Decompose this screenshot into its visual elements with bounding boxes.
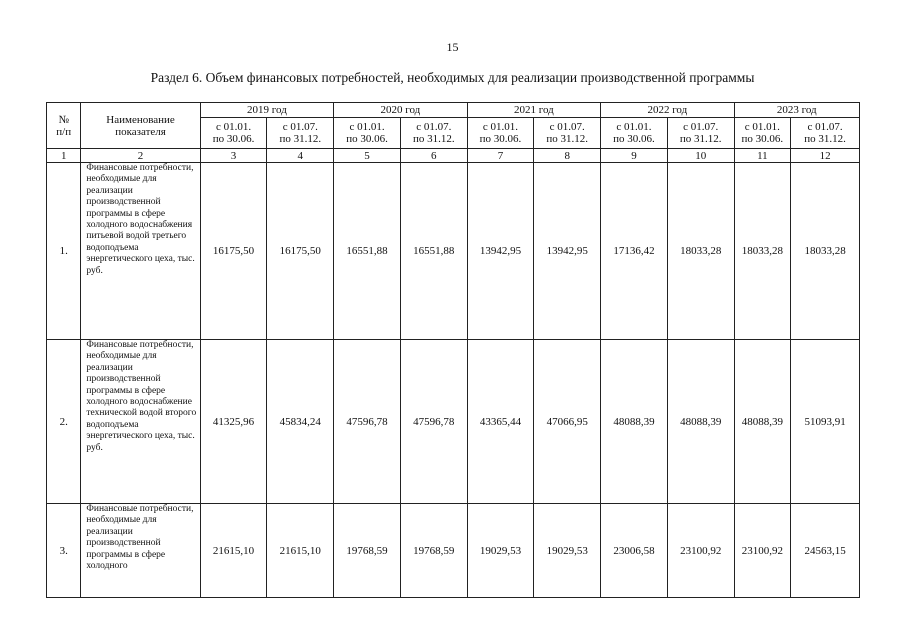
column-number: 4 [267, 149, 334, 163]
value-cell: 48088,39 [734, 340, 791, 504]
value-cell: 47596,78 [400, 340, 467, 504]
value-cell: 51093,91 [791, 340, 860, 504]
value-cell: 19768,59 [400, 504, 467, 598]
value-cell: 19768,59 [334, 504, 401, 598]
column-number: 12 [791, 149, 860, 163]
column-number-row [47, 149, 860, 163]
header-period-second-half: с 01.07. по 31.12. [400, 118, 467, 149]
column-number: 8 [534, 149, 601, 163]
value-cell: 47596,78 [334, 340, 401, 504]
column-number: 5 [334, 149, 401, 163]
value-cell: 18033,28 [791, 163, 860, 340]
row-number: 2. [47, 340, 81, 504]
column-number: 2 [81, 149, 200, 163]
value-cell: 47066,95 [534, 340, 601, 504]
value-cell: 16551,88 [400, 163, 467, 340]
value-cell: 41325,96 [200, 340, 267, 504]
section-title: Раздел 6. Объем финансовых потребностей, необходимых для реализации производственной программы [150, 70, 755, 85]
header-period-first-half: с 01.01. по 30.06. [601, 118, 668, 149]
value-cell: 16175,50 [267, 163, 334, 340]
value-cell: 16175,50 [200, 163, 267, 340]
value-cell: 21615,10 [267, 504, 334, 598]
financial-needs-table [46, 102, 860, 598]
column-number: 7 [467, 149, 534, 163]
header-period-first-half: с 01.01. по 30.06. [734, 118, 791, 149]
value-cell: 24563,15 [791, 504, 860, 598]
column-number: 10 [667, 149, 734, 163]
column-number: 6 [400, 149, 467, 163]
header-period-second-half: с 01.07. по 31.12. [534, 118, 601, 149]
indicator-name: Финансовые потребности, необходимые для реализации производственной программы в сфере холодного водоснабжение технической водой второго водоподъема энергетического цеха, тыс. руб. [81, 340, 200, 504]
header-period-second-half: с 01.07. по 31.12. [267, 118, 334, 149]
header-row-number: № п/п [47, 103, 81, 149]
value-cell: 45834,24 [267, 340, 334, 504]
header-year-2022: 2022 год [601, 103, 734, 118]
header-year-2020: 2020 год [334, 103, 467, 118]
value-cell: 21615,10 [200, 504, 267, 598]
financial-needs-table-container [46, 102, 860, 598]
value-cell: 23006,58 [601, 504, 668, 598]
indicator-name: Финансовые потребности, необходимые для реализации производственной программы в сфере холодного водоснабжения питьевой водой третьего водоподъема энергетического цеха, тыс. руб. [81, 163, 200, 340]
page-number: 15 [446, 40, 459, 54]
column-number: 11 [734, 149, 791, 163]
year-header-row [47, 103, 860, 118]
header-period-first-half: с 01.01. по 30.06. [334, 118, 401, 149]
header-period-first-half: с 01.01. по 30.06. [200, 118, 267, 149]
value-cell: 18033,28 [734, 163, 791, 340]
value-cell: 43365,44 [467, 340, 534, 504]
column-number: 3 [200, 149, 267, 163]
value-cell: 17136,42 [601, 163, 668, 340]
indicator-name: Финансовые потребности, необходимые для реализации производственной программы в сфере холодного [81, 504, 200, 598]
value-cell: 23100,92 [734, 504, 791, 598]
value-cell: 18033,28 [667, 163, 734, 340]
value-cell: 19029,53 [467, 504, 534, 598]
value-cell: 13942,95 [467, 163, 534, 340]
value-cell: 13942,95 [534, 163, 601, 340]
table-row [47, 163, 860, 340]
column-number: 1 [47, 149, 81, 163]
header-year-2021: 2021 год [467, 103, 600, 118]
header-period-second-half: с 01.07. по 31.12. [791, 118, 860, 149]
header-period-first-half: с 01.01. по 30.06. [467, 118, 534, 149]
value-cell: 16551,88 [334, 163, 401, 340]
table-row [47, 504, 860, 598]
row-number: 3. [47, 504, 81, 598]
column-number: 9 [601, 149, 668, 163]
header-year-2019: 2019 год [200, 103, 333, 118]
value-cell: 19029,53 [534, 504, 601, 598]
header-year-2023: 2023 год [734, 103, 859, 118]
row-number: 1. [47, 163, 81, 340]
header-indicator-name: Наименование показателя [81, 103, 200, 149]
value-cell: 48088,39 [601, 340, 668, 504]
header-period-second-half: с 01.07. по 31.12. [667, 118, 734, 149]
value-cell: 48088,39 [667, 340, 734, 504]
table-row [47, 340, 860, 504]
value-cell: 23100,92 [667, 504, 734, 598]
